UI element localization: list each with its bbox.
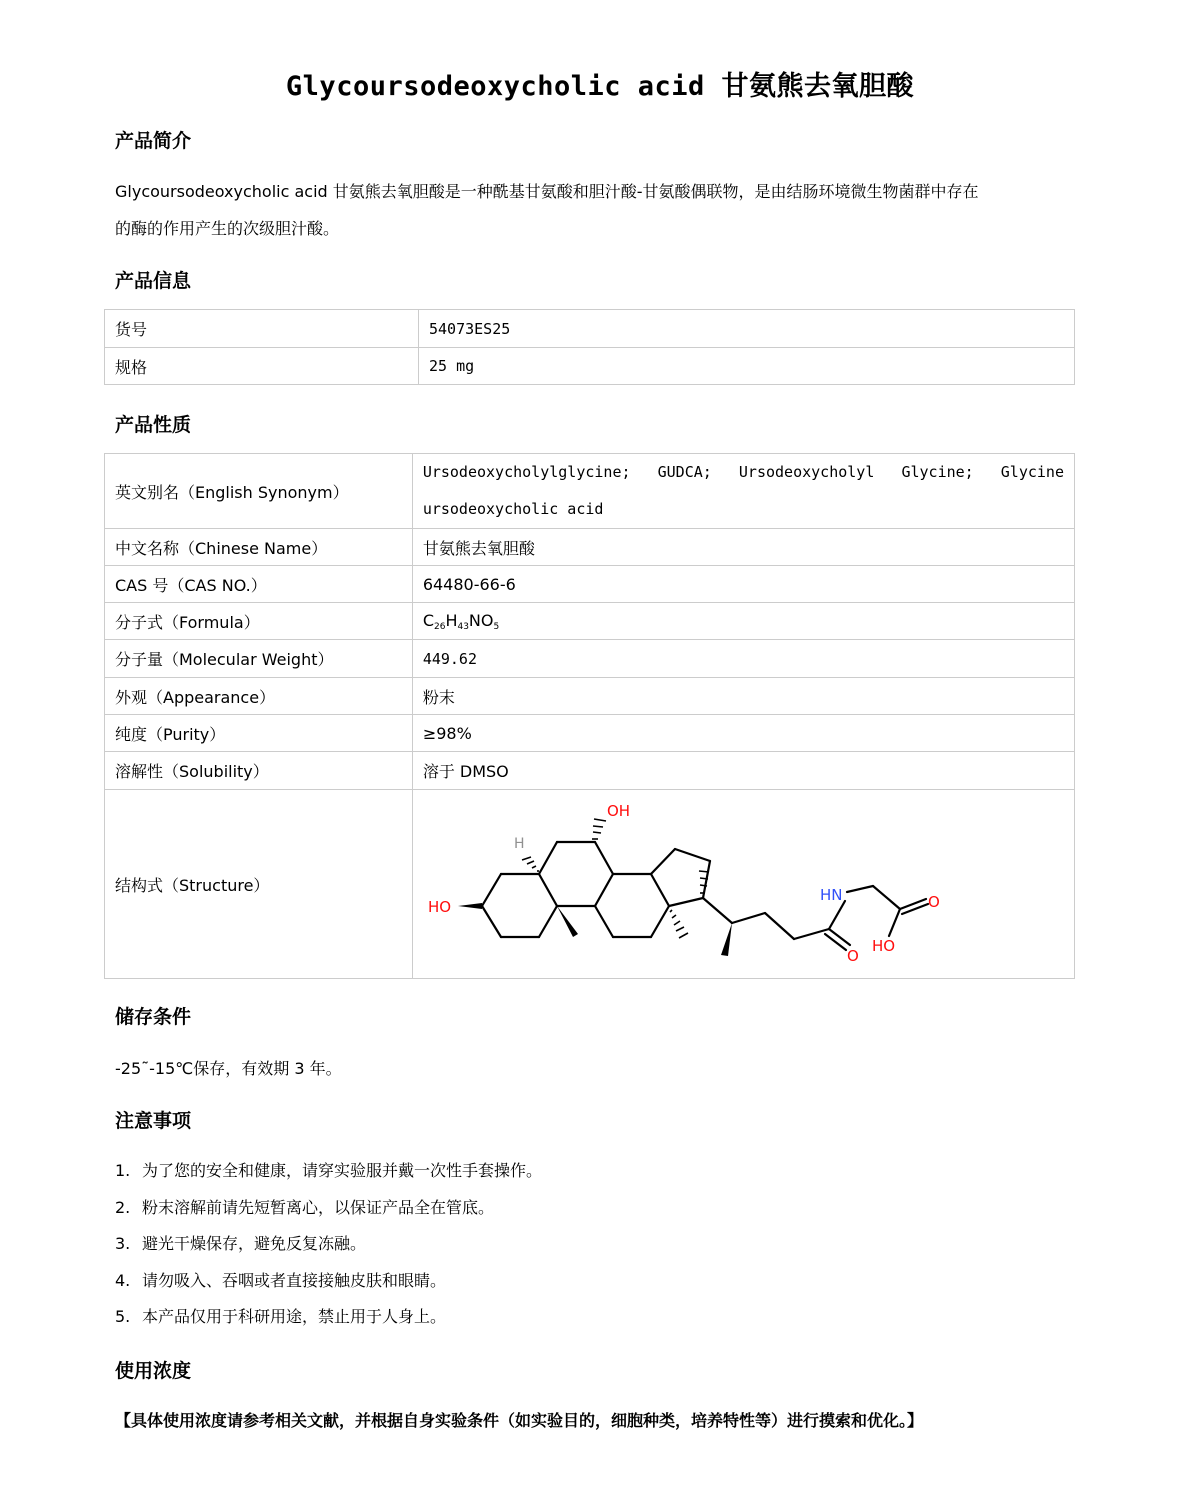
package-size-label: 规格 (105, 348, 419, 385)
chinese-name-value: 甘氨熊去氧胆酸 (412, 529, 1074, 566)
purity-label: 纯度（Purity） (105, 715, 413, 752)
properties-table (104, 453, 1075, 979)
table-row (105, 310, 1075, 348)
product-info-table (104, 309, 1075, 385)
section-heading-storage: 储存条件 (115, 1006, 192, 1028)
table-row (105, 566, 1075, 603)
table-row (105, 790, 1075, 979)
synonym-line-1: Ursodeoxycholylglycine; GUDCA; Ursodeoxycholyl Glycine; Glycine (422, 463, 1064, 481)
storage-text: -25˜-15℃保存，有效期 3 年。 (115, 1059, 342, 1078)
list-item: 2. 粉末溶解前请先短暂离心，以保证产品全在管底。 (115, 1197, 495, 1217)
atom-label-o-carbonyl: O (846, 946, 859, 965)
table-row (105, 715, 1075, 752)
atom-label-hn: HN (819, 885, 843, 904)
package-size-value: 25 mg (419, 348, 1075, 385)
table-row (105, 348, 1075, 385)
atom-label-o-acid: O (927, 892, 940, 911)
section-heading-notes: 注意事项 (115, 1110, 192, 1132)
cas-value: 64480-66-6 (412, 566, 1074, 603)
formula-value: $C_{26}H_{43}NO_5$ (412, 603, 1074, 640)
appearance-value: 粉末 (412, 678, 1074, 715)
chinese-name-label: 中文名称（Chinese Name） (105, 529, 413, 566)
section-heading-properties: 产品性质 (115, 414, 192, 436)
notes-list (115, 1153, 542, 1336)
solubility-value: 溶于 DMSO (412, 752, 1074, 790)
section-heading-product-info: 产品信息 (115, 270, 192, 292)
molecular-weight-label: 分子量（Molecular Weight） (105, 640, 413, 678)
section-heading-usage: 使用浓度 (115, 1360, 192, 1382)
usage-note: 【具体使用浓度请参考相关文献，并根据自身实验条件（如实验目的，细胞种类，培养特性等）进行摸索和优化。】 (115, 1411, 924, 1430)
structure-cell (412, 790, 1074, 979)
list-item: 1. 为了您的安全和健康，请穿实验服并戴一次性手套操作。 (115, 1161, 543, 1180)
catalog-number-value: 54073ES25 (419, 310, 1075, 348)
cas-label: CAS 号（CAS NO.） (105, 566, 413, 603)
table-row (105, 529, 1075, 566)
intro-paragraph (115, 173, 1100, 247)
synonym-line-2: ursodeoxycholic acid (422, 500, 604, 518)
atom-label-oh-top: OH (606, 801, 630, 820)
list-item: 3. 避光干燥保存，避免反复冻融。 (115, 1234, 367, 1253)
intro-line-2: 的酶的作用产生的次级胆汁酸。 (115, 219, 340, 238)
molecular-weight-value: 449.62 (412, 640, 1074, 678)
atom-label-ho-acid: HO (871, 936, 895, 955)
purity-value: ≥98% (412, 715, 1074, 752)
table-row (105, 454, 1075, 529)
synonym-label: 英文别名（English Synonym） (105, 454, 413, 529)
intro-line-1: Glycoursodeoxycholic acid 甘氨熊去氧胆酸是一种酰基甘氨酸和胆汁酸-甘氨酸偶联物，是由结肠环境微生物菌群中存在 (115, 182, 979, 201)
structure-label: 结构式（Structure） (105, 790, 413, 979)
section-heading-intro: 产品简介 (115, 130, 192, 152)
appearance-label: 外观（Appearance） (105, 678, 413, 715)
table-row (105, 640, 1075, 678)
chemical-structure-diagram (413, 791, 1068, 978)
list-item: 5. 本产品仅用于科研用途，禁止用于人身上。 (115, 1307, 447, 1326)
formula-label: 分子式（Formula） (105, 603, 413, 640)
catalog-number-label: 货号 (105, 310, 419, 348)
document-title: Glycoursodeoxycholic acid 甘氨熊去氧胆酸 (285, 71, 915, 102)
atom-label-ho-left: HO (427, 897, 451, 916)
table-row (105, 678, 1075, 715)
atom-label-h: H (513, 835, 525, 852)
list-item: 4. 请勿吸入、吞咽或者直接接触皮肤和眼睛。 (115, 1270, 447, 1290)
solubility-label: 溶解性（Solubility） (105, 752, 413, 790)
table-row (105, 752, 1075, 790)
table-row (105, 603, 1075, 640)
synonym-value (412, 454, 1074, 529)
